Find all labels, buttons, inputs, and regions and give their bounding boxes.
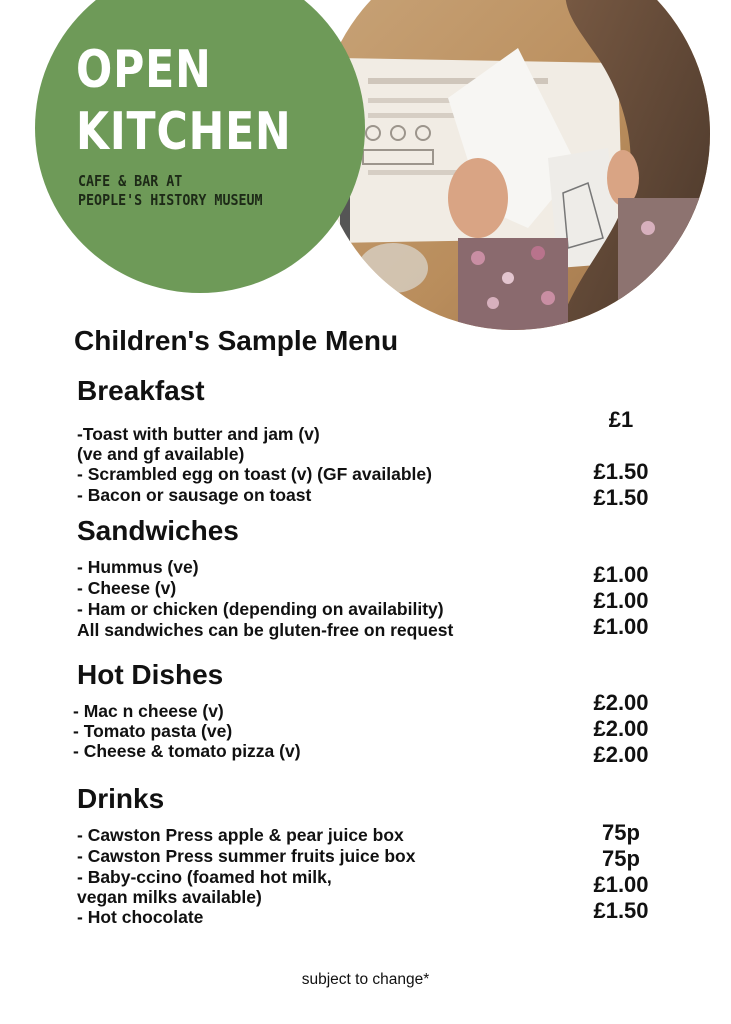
logo-subtitle-line1: CAFE & BAR AT — [78, 172, 183, 190]
drinks-price: 75p — [602, 846, 640, 871]
hot-dishes-price: £2.00 — [593, 716, 649, 741]
drinks-item: - Baby-ccino (foamed hot milk, — [77, 867, 332, 887]
menu-title: Children's Sample Menu — [74, 325, 399, 356]
sandwiches-item: - Ham or chicken (depending on availability) — [77, 599, 444, 619]
logo-title-line2: KITCHEN — [76, 102, 292, 162]
sandwiches-item: All sandwiches can be gluten-free on request — [77, 620, 454, 640]
sandwiches-price: £1.00 — [593, 588, 649, 613]
section-heading-breakfast: Breakfast — [77, 375, 205, 406]
sandwiches-item: - Cheese (v) — [77, 578, 177, 598]
hot-dishes-item: - Mac n cheese (v) — [73, 701, 224, 721]
drinks-item: - Cawston Press summer fruits juice box — [77, 846, 416, 866]
footnote: subject to change* — [301, 971, 430, 988]
child-drawing-photo — [318, 0, 710, 330]
breakfast-item: (ve and gf available) — [77, 444, 245, 464]
breakfast-price: £1.50 — [593, 459, 649, 484]
breakfast-price: £1.50 — [593, 485, 649, 510]
logo-title — [76, 40, 292, 162]
drinks-price: 75p — [602, 820, 640, 845]
breakfast-price: £1 — [608, 407, 634, 432]
drinks-price: £1.00 — [593, 872, 649, 897]
section-heading-sandwiches: Sandwiches — [77, 515, 239, 546]
hot-dishes-item: - Tomato pasta (ve) — [73, 721, 233, 741]
sandwiches-price: £1.00 — [593, 562, 649, 587]
hot-dishes-item: - Cheese & tomato pizza (v) — [73, 741, 301, 761]
logo-subtitle — [78, 172, 263, 210]
drinks-price: £1.50 — [593, 898, 649, 923]
drinks-item: vegan milks available) — [77, 887, 262, 907]
sandwiches-price: £1.00 — [593, 614, 649, 639]
section-heading-hot-dishes: Hot Dishes — [77, 659, 224, 690]
logo-title-line1: OPEN — [76, 40, 212, 100]
hot-dishes-price: £2.00 — [593, 690, 649, 715]
drinks-item: - Hot chocolate — [77, 907, 204, 927]
drinks-item: - Cawston Press apple & pear juice box — [77, 825, 404, 845]
breakfast-item: - Scrambled egg on toast (v) (GF available) — [77, 464, 432, 484]
hot-dishes-price: £2.00 — [593, 742, 649, 767]
section-heading-drinks: Drinks — [77, 783, 165, 814]
breakfast-item: -Toast with butter and jam (v) — [77, 424, 320, 444]
logo-subtitle-line2: PEOPLE'S HISTORY MUSEUM — [78, 191, 263, 209]
breakfast-item: - Bacon or sausage on toast — [77, 485, 312, 505]
sandwiches-item: - Hummus (ve) — [77, 557, 199, 577]
